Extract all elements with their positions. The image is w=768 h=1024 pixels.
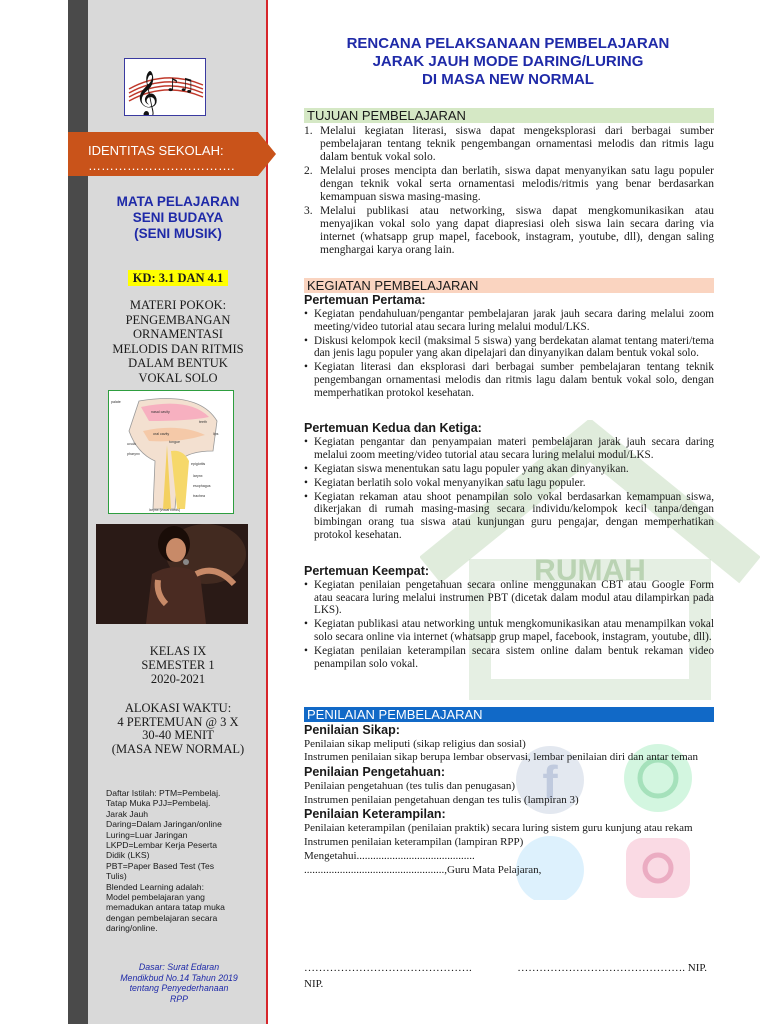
- singer-photo: [96, 524, 248, 624]
- penilaian-text: Instrumen penilaian sikap berupa lembar observasi, lembar penilaian diri dan antar teman: [304, 751, 699, 763]
- materi-line: MATERI POKOK:: [129, 298, 227, 312]
- identitas-dots: …………………………….: [88, 158, 235, 173]
- mapel-line: MATA PELAJARAN: [116, 194, 240, 209]
- list-item: • Kegiatan penilaian keterampilan secara sistem online dalam bentuk rekaman video penampilan solo vokal.: [304, 645, 714, 670]
- penilaian-text: Penilaian pengetahuan (tes tulis dan penugasan): [304, 780, 516, 792]
- kegiatan-heading: KEGIATAN PEMBELAJARAN: [304, 278, 714, 293]
- penilaian-heading: PENILAIAN PEMBELAJARAN: [304, 707, 714, 722]
- list-item: 1. Melalui kegiatan literasi, siswa dapat mengeksplorasi dari berbagai sumber pembelajaran tentang teknik pengembangan ornamentasi melodis dan ritmis lagu dalam bentuk vokal solo.: [304, 125, 714, 163]
- treble-clef-icon: [125, 59, 205, 115]
- pertemuan-keempat-list: [304, 579, 714, 672]
- svg-text:teeth: teeth: [199, 420, 207, 424]
- mapel-line: SENI BUDAYA: [132, 210, 224, 225]
- dasar-hukum: [104, 962, 254, 1004]
- svg-text:uvula: uvula: [127, 442, 136, 446]
- signature-block: [304, 960, 764, 992]
- list-item: • Kegiatan siswa menentukan satu lagu populer yang akan dinyanyikan.: [304, 463, 714, 476]
- penilaian-sikap-title: Penilaian Sikap:: [304, 723, 400, 737]
- mengetahui-line: Mengetahui...........................................: [304, 850, 475, 862]
- pertemuan-kedua-title: Pertemuan Kedua dan Ketiga:: [304, 421, 482, 435]
- signature-right: ………………………………………. NIP.: [517, 962, 708, 974]
- dasar-line: tentang Penyederhanaan: [129, 983, 229, 993]
- daftar-istilah: [106, 788, 264, 934]
- materi-line: DALAM BENTUK: [128, 356, 228, 370]
- list-item: • Kegiatan berlatih solo vokal menyanyikan satu lagu populer.: [304, 477, 714, 490]
- alokasi-waktu: [90, 702, 266, 756]
- alokasi-line: ALOKASI WAKTU:: [124, 701, 232, 715]
- svg-text:epiglottis: epiglottis: [191, 462, 206, 466]
- pertemuan-pertama-list: [304, 308, 714, 401]
- istilah-line: Daftar Istilah: PTM=Pembelaj.: [106, 788, 221, 798]
- svg-text:esophagus: esophagus: [193, 484, 211, 488]
- title-line: DI MASA NEW NORMAL: [422, 71, 594, 88]
- title-line: RENCANA PELAKSANAAN PEMBELAJARAN: [346, 35, 670, 52]
- kelas-line: SEMESTER 1: [141, 658, 215, 672]
- vocal-anatomy-diagram: [108, 390, 234, 514]
- dasar-line: Dasar: Surat Edaran: [138, 962, 220, 972]
- svg-text:lips: lips: [213, 432, 219, 436]
- svg-text:𝄞: 𝄞: [135, 71, 159, 115]
- penilaian-text: Penilaian keterampilan (penilaian praktik) secara luring sistem guru kunjung atau rekam: [304, 822, 693, 834]
- mata-pelajaran: [90, 194, 266, 242]
- svg-text:palate: palate: [111, 400, 121, 404]
- list-item: 3. Melalui publikasi atau networking, siswa dapat mengkomunikasikan atau menyajikan vokal solo yang dapat diapresiasi oleh siswa lain secara daring via internet (whatsapp grup mapel, facebook, instagram, youtube, dll), dengan saling menghargai karya orang lain.: [304, 205, 714, 256]
- penilaian-text: Penilaian sikap meliputi (sikap religius dan sosial): [304, 738, 526, 750]
- svg-text:tongue: tongue: [169, 440, 180, 444]
- istilah-line: Blended Learning adalah:: [106, 881, 204, 892]
- svg-text:larynx (vocal cords): larynx (vocal cords): [149, 508, 181, 512]
- mapel-line: (SENI MUSIK): [134, 226, 222, 241]
- list-item: • Kegiatan literasi dan eksplorasi dari berbagai sumber pembelajaran tentang teknik pengembangan ornamentasi melodis dan ritmis lagu dalam bentuk vokal solo, dengan memperhatikan protokol kesehatan.: [304, 361, 714, 399]
- penilaian-text: Instrumen penilaian pengetahuan dengan tes tulis (lampiran 3): [304, 794, 579, 806]
- penilaian-text: Instrumen penilaian keterampilan (lampiran RPP): [304, 836, 524, 848]
- istilah-line: daring/online.: [106, 923, 158, 934]
- dasar-line: RPP: [169, 993, 189, 1004]
- alokasi-line: 30-40 MENIT: [142, 728, 214, 742]
- list-item: • Kegiatan publikasi atau networking untuk mengkomunikasikan atau menampilkan vokal solo secara online via internet (whatsapp grup mapel, facebook, instagram, youtube, dll).: [304, 618, 714, 643]
- list-item: • Kegiatan penilaian pengetahuan secara online menggunakan CBT atau Google Form atau seacara luring melalui instrumen PBT (dicetak dalam modul atau dilampirkan pada LKS).: [304, 579, 714, 617]
- alokasi-line: (MASA NEW NORMAL): [111, 741, 245, 756]
- svg-text:nasal cavity: nasal cavity: [151, 410, 170, 414]
- title-line: JARAK JAUH MODE DARING/LURING: [372, 53, 644, 70]
- tujuan-heading: TUJUAN PEMBELAJARAN: [304, 108, 714, 123]
- tujuan-list: [304, 125, 714, 258]
- istilah-line: Model pembelajaran yang: [106, 892, 205, 903]
- signature-left: ……………………………………….: [304, 962, 472, 974]
- pertemuan-kedua-list: [304, 436, 714, 543]
- page-title: [296, 35, 720, 89]
- kelas-line: KELAS IX: [149, 644, 207, 658]
- alokasi-line: 4 PERTEMUAN @ 3 X: [117, 714, 239, 729]
- identitas-label: IDENTITAS SEKOLAH:: [88, 143, 224, 158]
- list-item: • Diskusi kelompok kecil (maksimal 5 siswa) yang berdekatan alamat tentang materi/tema dan jenis lagu populer yang akan dipelajari dan dinyanyikan dalam bentuk vokal solo.: [304, 335, 714, 360]
- istilah-line: memadukan antara tatap muka: [106, 902, 225, 913]
- istilah-line: LKPD=Lembar Kerja Peserta: [106, 840, 218, 851]
- kelas-line: 2020-2021: [150, 672, 206, 686]
- materi-line: VOKAL SOLO: [138, 370, 218, 385]
- dasar-line: Mendikbud No.14 Tahun 2019: [120, 972, 238, 983]
- istilah-line: Daring=Dalam Jaringan/online: [106, 819, 222, 830]
- kelas-semester: [90, 644, 266, 686]
- istilah-line: Didik (LKS): [106, 850, 150, 861]
- svg-text:pharynx: pharynx: [127, 452, 140, 456]
- svg-text:RUMAH: RUMAH: [534, 554, 646, 587]
- pertemuan-pertama-title: Pertemuan Pertama:: [304, 293, 426, 307]
- list-item: • Kegiatan pengantar dan penyampaian materi pembelajaran jarak jauh secara daring melalui zoom meeting/video tutorial atau secara luring melalui modul/LKS.: [304, 436, 714, 461]
- kd-label: KD: 3.1 DAN 4.1: [128, 270, 228, 286]
- music-notes-image: [124, 58, 206, 116]
- nip-label: NIP.: [304, 978, 324, 990]
- istilah-line: Jarak Jauh: [106, 808, 149, 819]
- istilah-line: Tatap Muka PJJ=Pembelaj.: [106, 798, 211, 809]
- materi-pokok: [90, 298, 266, 385]
- materi-line: ORNAMENTASI: [133, 327, 223, 341]
- svg-text:♪♫: ♪♫: [167, 75, 195, 96]
- istilah-line: PBT=Paper Based Test (Tes: [106, 860, 215, 871]
- list-item: • Kegiatan rekaman atau shoot penampilan solo vokal berdasarkan kemampuan siswa, dikerjakan di rumah masing-masing secara individu/kelompok kecil tanpa/dengan bimbingan orang tua siswa atau kunjungan guru pengajar, dengan memperhatikan protokol kesehatan.: [304, 491, 714, 541]
- penilaian-pengetahuan-title: Penilaian Pengetahuan:: [304, 765, 446, 779]
- istilah-line: Tulis): [106, 871, 127, 882]
- pertemuan-keempat-title: Pertemuan Keempat:: [304, 564, 430, 578]
- identitas-sekolah: [88, 143, 268, 173]
- guru-line: ...................................................,Guru Mata Pelajaran,: [304, 864, 542, 876]
- materi-line: PENGEMBANGAN: [125, 312, 231, 327]
- materi-line: MELODIS DAN RITMIS: [112, 341, 244, 356]
- svg-text:f: f: [542, 756, 558, 808]
- list-item: 2. Melalui proses mencipta dan berlatih, siswa dapat menyanyikan satu lagu populer dengan teknik vokal serta ornamentasi melodis/ritmis yang benar berdasarkan kemampuan siswa masing-masing.: [304, 165, 714, 203]
- svg-text:trachea: trachea: [193, 494, 205, 498]
- list-item: • Kegiatan pendahuluan/pengantar pembelajaran jarak jauh secara daring melalui zoom meeting/video tutorial atau secara luring melalui modul/LKS.: [304, 308, 714, 333]
- penilaian-keterampilan-title: Penilaian Keterampilan:: [304, 807, 446, 821]
- istilah-line: dengan pembelajaran secara: [106, 912, 218, 923]
- svg-text:larynx: larynx: [193, 474, 203, 478]
- istilah-line: Luring=Luar Jaringan: [106, 829, 188, 840]
- svg-text:oral cavity: oral cavity: [153, 432, 170, 436]
